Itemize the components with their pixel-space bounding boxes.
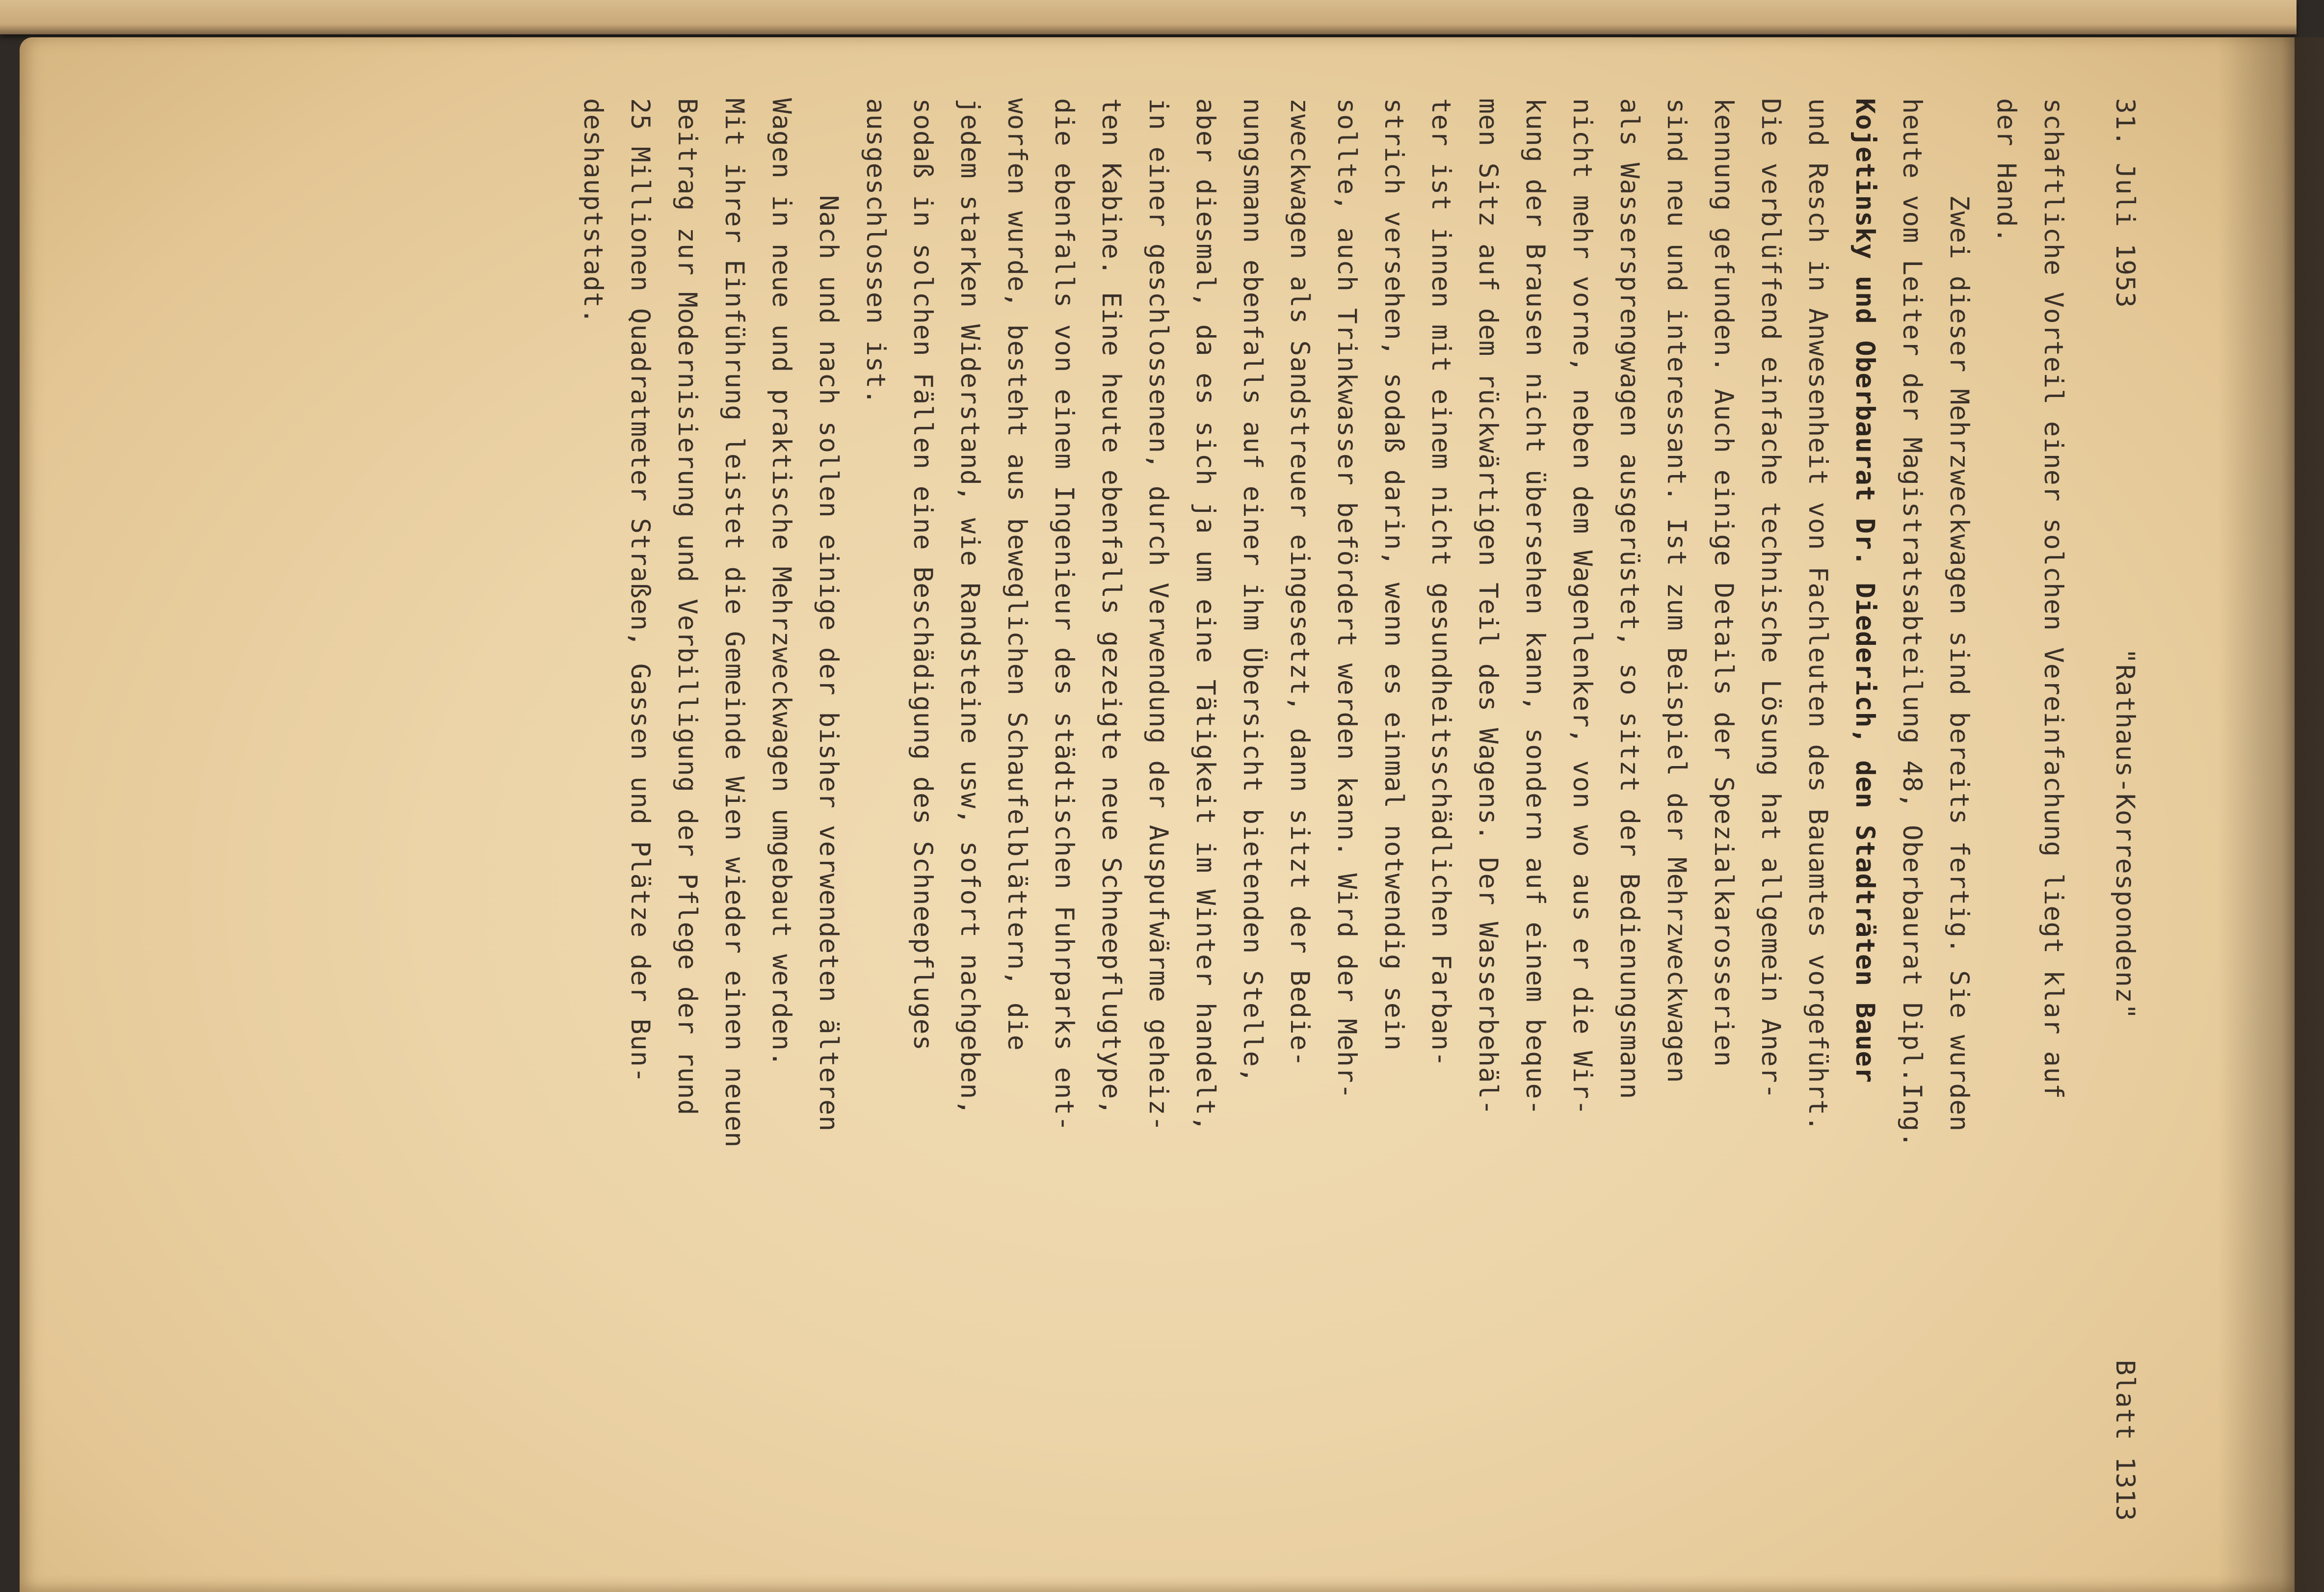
page-header [2101,98,2148,1521]
header-publication: "Rathaus-Korrespondenz" [2110,648,2140,1020]
text-line: Die verblüffend einfache technische Lösung hat allgemein Aner- [1756,98,1786,1100]
text-line: Mit ihrer Einführung leistet die Gemeinde Wien wieder einen neuen [719,98,749,1148]
text-line: worfen wurde, besteht aus beweglichen Schaufelblättern, die [1002,98,1032,1051]
text-line: nicht mehr vorne, neben dem Wagenlenker, von wo aus er die Wir- [1567,98,1597,1116]
text-line: 25 Millionen Quadratmeter Straßen, Gassen und Plätze der Bun- [625,98,655,1084]
text-line: ten Kabine. Eine heute ebenfalls gezeigte neue Schneepflugtype, [1096,98,1126,1116]
text-line: nungsmann ebenfalls auf einer ihm Übersicht bietenden Stelle, [1238,98,1268,1084]
text-line: Beitrag zur Modernisierung und Verbilligung der Pflege der rund [672,98,702,1116]
text-line: deshauptstadt. [578,98,608,324]
header-sheet-number: Blatt 1313 [2110,1359,2140,1521]
text-line: Wagen in neue und praktische Mehrzweckwagen umgebaut werden. [766,98,796,1067]
text-line: die ebenfalls von einem Ingenieur des städtischen Fuhrparks ent- [1049,98,1079,1132]
text-line: ausgeschlossen ist. [861,98,891,405]
text-line: und Resch in Anwesenheit von Fachleuten des Bauamtes vorgeführt. [1803,98,1833,1132]
text-line: schaftliche Vorteil einer solchen Vereinfachung liegt klar auf [2038,98,2068,1100]
text-line: jedem starken Widerstand, wie Randsteine usw, sofort nachgeben, [955,98,985,1116]
rotated-text-block [176,98,2148,1521]
text-line: men Sitz auf dem rückwärtigen Teil des Wagens. Der Wasserbehäl- [1473,98,1503,1116]
text-line: in einer geschlossenen, durch Verwendung der Auspufwärme geheiz- [1143,98,1173,1132]
text-line: sollte, auch Trinkwasser befördert werden kann. Wird der Mehr- [1332,98,1362,1100]
text-line: der Hand. [1991,98,2021,244]
text-line: heute vom Leiter der Magistratsabteilung 48, Oberbaurat Dipl.Ing. [1897,98,1927,1148]
text-line: Nach und nach sollen einige der bisher verwendeten älteren [814,98,844,1132]
text-line: ter ist innen mit einem nicht gesundheitsschädlichen Farban- [1426,98,1456,1067]
text-line: kung der Brausen nicht übersehen kann, sondern auf einem beque- [1520,98,1550,1116]
book-binding-shadow [2218,37,2324,1592]
text-line: zweckwagen als Sandstreuer eingesetzt, dann sitzt der Bedie- [1285,98,1315,1067]
text-line: strich versehen, sodaß darin, wenn es einmal notwendig sein [1379,98,1409,1051]
previous-page-edge [0,0,2297,34]
header-date: 31. Juli 1953 [2110,98,2140,308]
header-gap [2077,98,2101,1521]
text-line: kennung gefunden. Auch einige Details der Spezialkarosserien [1709,98,1739,1067]
text-line: als Wassersprengwagen ausgerüstet, so sitzt der Bedienungsmann [1614,98,1644,1100]
text-line: Zwei dieser Mehrzweckwagen sind bereits fertig. Sie wurden [1944,98,1974,1132]
text-line: Kojetinsky und Oberbaurat Dr. Diederich, den Stadträten Bauer [1850,98,1880,1084]
text-line: sind neu und interessant. Ist zum Beispiel der Mehrzweckwagen [1662,98,1691,1084]
text-line: sodaß in solchen Fällen eine Beschädigung des Schneepfluges [908,98,938,1051]
text-line: aber diesmal, da es sich ja um eine Tätigkeit im Winter handelt, [1190,98,1220,1132]
